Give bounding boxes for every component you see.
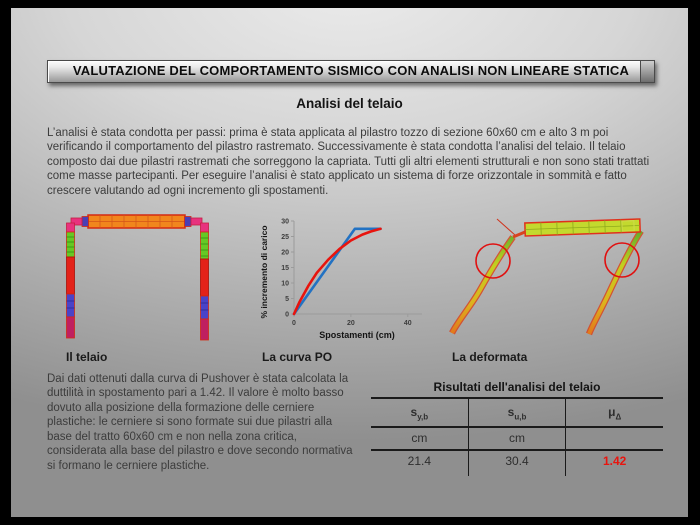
svg-text:0: 0 [285,311,289,319]
results-table-title: Risultati dell'analisi del telaio [371,380,663,399]
undeformed-trace [497,219,515,235]
svg-text:30: 30 [281,218,289,226]
caption-deformed: La deformata [452,350,528,364]
value-sy: 21.4 [371,451,469,476]
pushover-chart [258,214,430,344]
header-sy: $s_{y,b}$ [371,399,469,426]
slide-title-bar [47,60,655,83]
results-table [371,380,663,476]
frame-joint-left [82,217,89,227]
svg-text:10: 10 [281,280,289,288]
caption-curve: La curva PO [262,350,333,364]
frame-column-left [67,223,75,338]
chart-xlabel: Spostamenti (cm) [319,330,395,340]
unit-su: cm [469,428,567,449]
presentation-slide [11,8,688,517]
svg-text:20: 20 [346,320,355,327]
slide-title: VALUTAZIONE DEL COMPORTAMENTO SISMICO CON ANALISI NON LINEARE STATICA [72,63,630,78]
slide-subtitle: Analisi del telaio [296,96,403,111]
svg-text:20: 20 [281,249,289,257]
results-table-values-row [371,451,663,476]
unit-sy: cm [371,428,469,449]
svg-text:0: 0 [292,320,296,327]
svg-text:40: 40 [403,320,412,327]
deformed-shape-figure [441,207,673,347]
unit-mu [566,428,663,449]
svg-text:5: 5 [285,296,289,303]
value-su: 30.4 [469,451,567,476]
header-su: $s_{u,b}$ [469,399,567,426]
frame-model-figure [55,212,240,352]
caption-frame: Il telaio [66,350,108,364]
intro-paragraph: L’analisi è stata condotta per passi: prima è stata applicata al pilastro tozzo di sezione 60x60 cm e alto 3 m poi verificando il comportamento del pilastro rastremato. Successivamente è stata condotta l’analisi del telaio. Il telaio composto dai due pilastri rastremati che sorreggono la capriata. Tutti gli altri elementi strutturali e non sono stati trattati come masse partecipanti. Per eseguire l’analisi è stato applicato un sistema di forze orizzontale in sommità e fatto crescere valutando ad ogni incremento gli spostamenti. [47,127,650,197]
chart-ylabel: % incremento di carico [259,225,269,319]
chart-plot-area [281,219,422,328]
svg-text:15: 15 [281,265,289,272]
deformed-beam [525,219,640,236]
results-table-units-row [371,428,663,451]
deformed-column-left [452,237,513,333]
frame-joint-right [185,217,192,227]
frame-column-right [201,223,209,340]
results-table-header-row [371,399,663,428]
conclusion-paragraph: Dai dati ottenuti dalla curva di Pushover è stata calcolata la duttilità in spostamento pari a 1.42. Il valore è molto basso dovuto alla posizione della formazione delle cerniere plastiche: le cerniere si sono formate sui due pilastri alla base del tratto 60x60 cm e non nella zona critica, considerata alla base del pilastro e dove secondo normativa si formano le cerniere plastiche. [47,373,353,472]
value-mu: 1.42 [603,454,627,469]
svg-text:25: 25 [281,234,289,241]
header-mu: $\mu_\Delta$ [608,405,622,422]
